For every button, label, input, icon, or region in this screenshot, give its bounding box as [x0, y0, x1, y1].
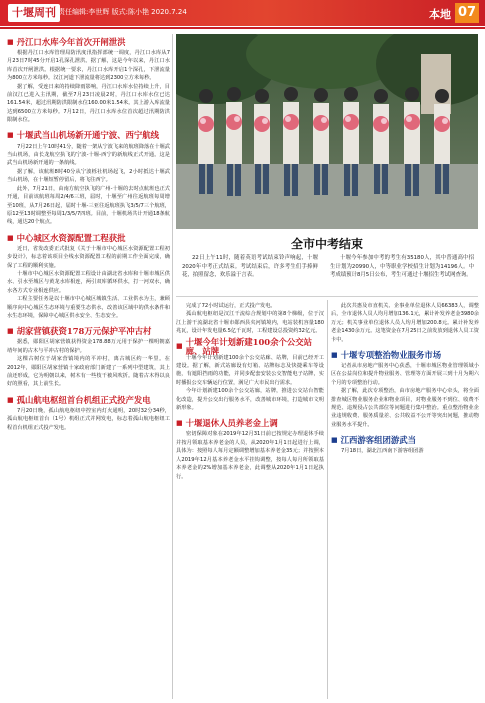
headline-marker-icon: ■ — [331, 350, 338, 359]
article-headline: ■ 十堰退休人员养老金上调 — [176, 418, 278, 429]
article-paragraph: 记者从市房地产服务中心获悉，十堰市城区物业管理领域小区在公益岗位和提升物业服务、管理等方面开展三到十月为期六个月的专项整治行动。 — [331, 363, 479, 386]
article-paragraph: 据了解，此次专项整治，由市房地产服务中心牵头，将全面排查城区物业服务企业和物业项目，对物业服务不到位、收费不规范、违规侵占公共部位等问题进行集中整治。重点整治物业企业违规收费、服务质量差、公共收益不公开等突出问题，推动物业服务水平提升。 — [331, 388, 479, 428]
article-paragraph: 7月18日，湖北江西南下游客组团游 — [341, 448, 424, 455]
header-divider — [0, 27, 485, 29]
headline-marker-icon: ■ — [7, 395, 14, 404]
article-paragraph: 近日，省发改委正式批复《关于十堰市中心城区水资源配置工程初步设计》，标志着该项目全线水资源配置工程的前期工作全面完成，确保了工程的顺利实施。 — [7, 245, 170, 269]
article-headline: ■ 十堰武当山机场新开通宁波、西宁航线 — [7, 130, 159, 141]
article-paragraph: 密切保障对象在2019年12月31日前已按规定办理退休手续并按月领取基本养老金的人员，从2020年1月1日起进行上调，具体为：按照每人每月定额调整增加基本养老金35元；并按照本人2019年12月基本养老金水平挂钩调整，按每人每月所领取基本养老金的2%增加基本养老金，此调整从2020年1月1日起执行。 — [176, 431, 324, 480]
header-meta: 责任编辑:李世辉 版式:陈小艳 2020.7.24 — [58, 8, 187, 16]
headline-marker-icon: ■ — [7, 37, 14, 46]
column-middle — [176, 302, 324, 699]
article-paragraph: 完成了72小时试运行，正式投产发电。 — [186, 303, 276, 309]
article-paragraph: 这棵古树位于胡家营镇境内的平冲村，离古城区约一华里。在2012年，郧阳区胡家营镇十家政府部门新建了一系列中型建筑，其上前还形成，它为明朝以来，树木有一些枝干被风吹折。随着古木得以良好的照看，其上前生长。 — [7, 356, 170, 388]
article-paragraph: 今年计划新建100余个公交站廊，站牌，推进公交站台智能化改造，提升公交出行服务水平，改善城市环境，打造城市文明新形象。 — [176, 388, 324, 412]
article-gushan — [7, 393, 170, 432]
graduation-photo — [176, 34, 478, 229]
caption-paragraph: 十堰今年参加中考的考生有35180人，其中普通高中招生计划为20990人，中等职业学校招生计划为14196人。中考成绩预计8月5日公布，考生可通过十堰招生考试网查询。 — [330, 255, 474, 279]
headline-marker-icon: ■ — [331, 436, 338, 445]
column-divider — [327, 300, 328, 699]
article-paragraph: 据了解，受连日来的持续降雨影响，丹江口水库水位持续上升，目前汉江已进入主汛期，截至7月23日凌晨2时，丹江口水库水位已达161.54米，超过汛期防洪限制水位160.00米1.54米。其上游入库流量达到6500立方米每秒。7月12日，丹江口水库水位首次超过汛期防洪限制水位。 — [7, 83, 170, 124]
page-header — [0, 0, 485, 30]
column-left — [7, 35, 170, 699]
column-right — [331, 302, 479, 699]
article-tourists — [331, 433, 479, 455]
article-property — [331, 348, 479, 429]
headline-marker-icon: ■ — [7, 131, 14, 140]
article-headline: ■ 十堰专项整治物业服务市场 — [331, 349, 442, 360]
headline-marker-icon: ■ — [176, 342, 183, 351]
article-paragraph: 7月20日晚，孤山航电枢纽中控室内灯火通明，20时32分34秒，孤山航电枢纽首台（1号）机组正式并网发电，标志着孤山航电枢纽工程首台机组正式投产发电。 — [7, 407, 170, 431]
article-pension — [176, 416, 324, 480]
article-headline: ■ 十堰今年计划新建100余个公交站廊、站牌 — [176, 337, 312, 356]
article-paragraph: 十堰市中心城区水资源配置工程设计由湖北省水库和十堰市城区供水、引水至城区与黄龙水库相连，两引双库循环供水，打一河双水，确水各方式专业相连供应。 — [7, 270, 170, 294]
article-paragraph: 7月22日上午10时41分，随着一架从宁波飞来的航班降落在十堰武当山机场，由长龙航空执飞的宁波-十堰-西宁的新航线正式开通。这是武当山机场新开通的一条航线。 — [7, 143, 170, 167]
article-paragraph: 据了解，该航班8时40分从宁波栎社机场起飞，2小时抵达十堰武当山机场，在十堰短暂停留后，将飞往西宁。 — [7, 168, 170, 184]
article-headline: ■ 胡家营镇获资178万元保护平冲古村 — [7, 326, 152, 337]
article-paragraph: 据悉，郧阳区胡家营镇获得资金178.88万元用于保护一棵明朝嘉靖年间的古木与平冲古村的保护。 — [7, 339, 170, 354]
article-paragraph: 十堰今年计划新建100余个公交站廊、站牌，目前已经开工建设。据了解，新式站廊设有灯箱、站牌标志及快捷乘车等设施，有遮阳挡雨的功能，并同步配套安装公交智能电子站牌，实时播报公交车辆运行位置，满足广大市民出行需求。 — [176, 354, 324, 386]
photo-caption-right — [330, 254, 474, 280]
headline-marker-icon: ■ — [7, 327, 14, 336]
article-headline: ■ 孤山航电枢纽首台机组正式投产发电 — [7, 394, 151, 405]
headline-marker-icon: ■ — [176, 419, 183, 428]
article-paragraph: 根据丹江口水库管理局防汛度汛指挥部统一调度，丹江口水库从7月23日7时45分开启1孔深孔泄洪。据了解，这是今年以来，丹江口水库首次开闸泄洪。根据统一要求，丹江口水库开启1个深孔，下泄流量为800立方米每秒。汉江河道下泄流量将达到2300立方米每秒。 — [7, 50, 170, 82]
article-water — [7, 231, 170, 321]
article-village — [7, 324, 170, 388]
article-paragraph: 工程主要任务是以十堰市中心城区城镇生活、工业供水为主，兼顾顺序向中心城区生态环境与重要生态供水，改善该区域中的供水条件和水生态环境，保障中心城区供水安全、生态安全。 — [7, 296, 170, 319]
article-paragraph: 孤山航电枢纽是汉江干流综合规划中的第8个梯级，位于汉江上游干流湖北省十堰市郧西县夹河镇境内，电站装机容量180兆瓦，设计年发电量6.5亿千瓦时，工程建设总投资约32亿元。 — [176, 311, 324, 335]
article-airport — [7, 129, 170, 227]
photo-caption-left — [182, 254, 318, 280]
page-number: 07 — [455, 3, 479, 23]
article-headline: ■ 江西游客组团游武当 — [331, 435, 416, 446]
photo-caption-title: 全市中考结束 — [290, 237, 363, 251]
article-paragraph: 此外，7月21日，由南方航空执飞的广州-十堰的去时点航班也正式开通，目前该航班每周2/4/6三班，届时，十堰至广州往返航班每周增至10班，从7月26日起，届时十堰-三亚往返航班执飞3/5/7三个航班，原12至13时调整至每周1/3/5/7四班。目前，十堰机场共计开通18条航线，通达20个航点。 — [7, 185, 170, 226]
headline-marker-icon: ■ — [7, 233, 14, 242]
masthead-logo: 十堰周刊 — [8, 4, 60, 22]
photo-illustration — [176, 34, 478, 229]
column-divider — [172, 34, 173, 699]
article-headline: ■ 丹江口水库今年首次开闸泄洪 — [7, 36, 126, 47]
article-headline: ■ 中心城区水资源配置工程获批 — [7, 232, 126, 243]
article-danjiangkou — [7, 35, 170, 125]
section-label: 本地 — [429, 8, 451, 21]
article-bus-stops — [176, 337, 324, 413]
article-paragraph: 此次共惠及市直机关、企事业单位退休人员66383人，调整后，全市退休人员人均月增加136.1元，累计补发养老金3980余万元；机关事业单位退休人员人均月增加200.8元。累计补发养老金1430余万元。这笔资金在7月25日之前发放到退休人员工资卡中。 — [331, 303, 479, 343]
caption-paragraph: 22日上午11时，随着英语考试结束铃声响起，十堰2020年中考正式结束。考试结束后，许多考生们手捧鲜花，拍照留念，欢乐溢于言表。 — [182, 255, 318, 279]
caption-divider — [176, 296, 478, 297]
